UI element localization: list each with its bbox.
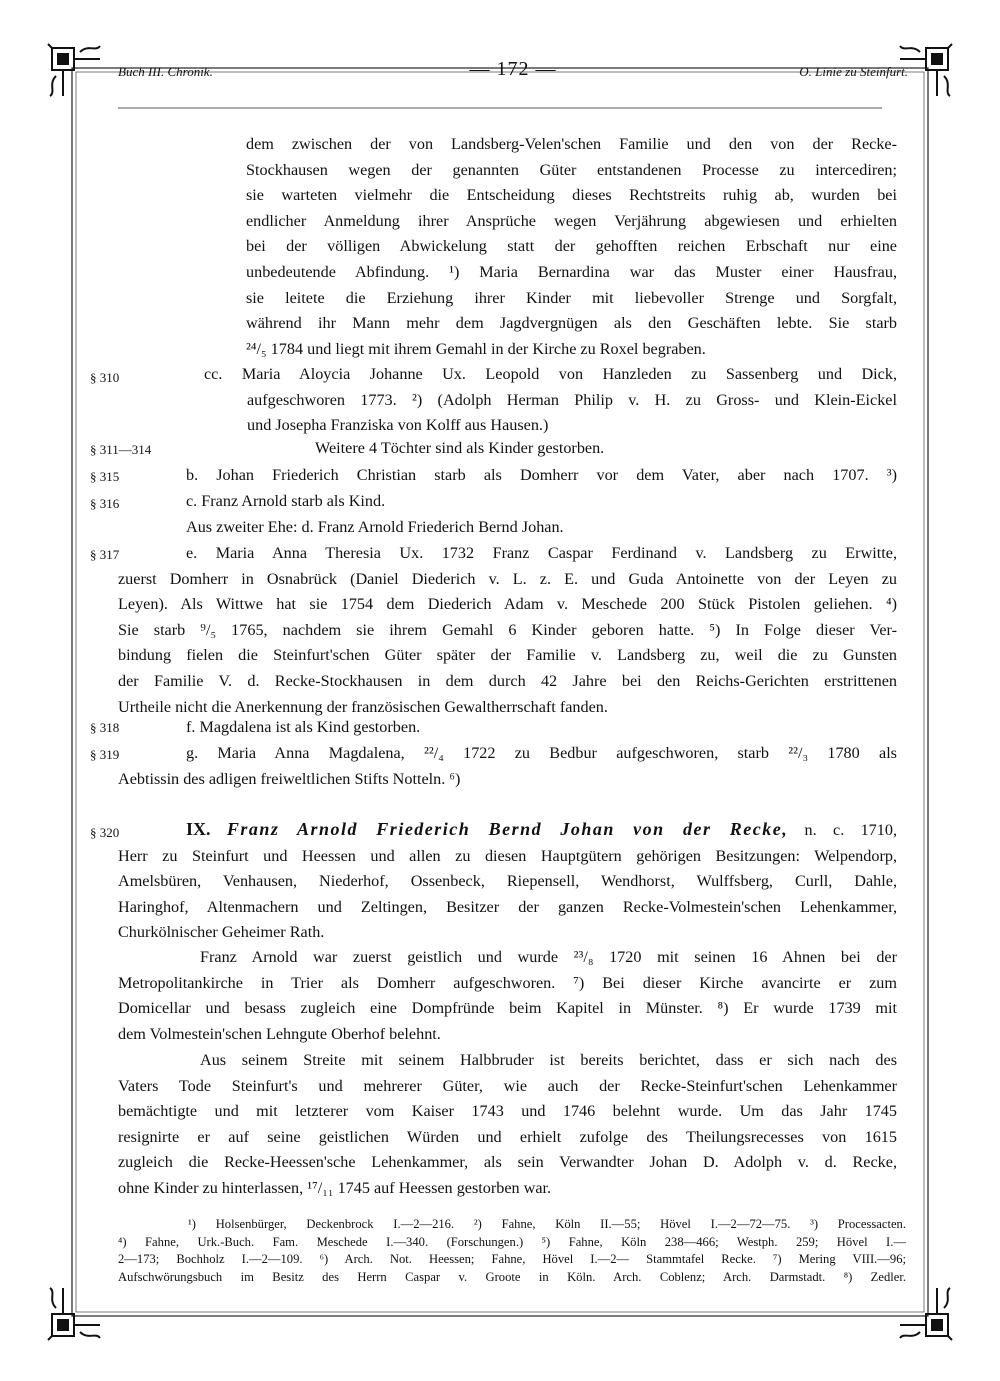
text-line: bei der völligen Abwickelung statt der gehofften reichen Erbschaft nur eine xyxy=(246,237,897,256)
text-line: Herr zu Steinfurt und Heessen und allen zu diesen Hauptgütern gehörigen Besitzungen: Welpendorp, xyxy=(118,846,897,865)
entry-s317 xyxy=(118,541,897,720)
text-line: der Familie V. d. Recke-Stockhausen in dem durch 42 Jahre bei den Reichs-Gerichten erstrittenen xyxy=(118,671,897,690)
text-line: Amelsbüren, Venhausen, Niederhof, Ossenbeck, Riepensell, Wendhorst, Wulffsberg, Curll, Dahle, xyxy=(118,872,897,891)
corner-ornament-bottom-left-icon xyxy=(44,1284,104,1344)
text-line: dem Volmestein'schen Lehngute Oberhof belehnt. xyxy=(118,1024,441,1043)
person-name: Franz Arnold Friederich Bernd Johan von der Recke, xyxy=(226,819,789,839)
text-line: sie warteten vielmehr die Entscheidung dieses Rechtstreits ruhig ab, wurden bei xyxy=(246,186,897,205)
text-line: g. Maria Anna Magdalena, ²²/₄ 1722 zu Bedbur aufgeschworen, starb ²²/₃ 1780 als xyxy=(186,744,897,762)
margin-ref: § 317 xyxy=(90,547,120,562)
text-line: Urtheile nicht die Anerkennung der französischen Gewaltherrschaft fanden. xyxy=(118,697,608,716)
text-line: dem zwischen der von Landsberg-Velen'schen Familie und den von der Recke- xyxy=(246,135,897,153)
entry-s311 xyxy=(315,436,897,462)
header-right: O. Linie zu Steinfurt. xyxy=(799,64,908,79)
text-line: Stockhausen wegen der genannten Güter entstandenen Processe zu intercediren; xyxy=(246,160,897,179)
text-line: c. Franz Arnold starb als Kind. xyxy=(186,492,386,510)
text-line: cc. Maria Aloycia Johanne Ux. Leopold von Hanzleden zu Sassenberg und Dick, xyxy=(204,365,897,383)
text-line: Haringhof, Altenmachern und Zeltingen, Besitzer der ganzen Recke-Volmestein'schen Lehenkammer, xyxy=(118,897,897,916)
corner-ornament-top-left-icon xyxy=(44,40,104,100)
text-line xyxy=(118,817,897,844)
footnote-line: ¹) Holsenbürger, Deckenbrock I.—2—216. ²) Fahne, Köln II.—55; Hövel I.—2—72—75. ³) Processacten. xyxy=(188,1217,906,1231)
text-line: bindung fielen die Steinfurt'schen Güter später der Familie v. Landsberg zu, weil die zu Gunsten xyxy=(118,646,897,665)
entry-cc xyxy=(204,362,897,439)
footnote-line: 2—173; Bochholz I.—2—109. ⁶) Arch. Not. Heessen; Fahne, Hövel I.—2— Stammtafel Recke. ⁷) Mering VIII.—96; xyxy=(118,1252,906,1266)
text-line: Franz Arnold war zuerst geistlich und wurde ²³/₈ 1720 mit seinen 16 Ahnen bei der xyxy=(200,948,897,966)
running-header xyxy=(118,58,908,88)
text-line: während ihr Mann mehr dem Jagdvergnügen als den Geschäften lebte. Sie starb xyxy=(246,314,897,333)
entry-s316 xyxy=(186,489,897,515)
entry-s320 xyxy=(118,817,897,946)
text-line: Aebtissin des adligen freiweltlichen Stifts Notteln. ⁶) xyxy=(118,769,461,788)
footnote-line: ⁴) Fahne, Urk.-Buch. Fam. Meschede I.—340. (Forschungen.) ⁵) Fahne, Köln 238—466; Westph. 259; Hövel I.— xyxy=(118,1234,906,1249)
text-line: resignirte er auf seine geistlichen Würden und erhielt zufolge des Theilungsrecesses von 1615 xyxy=(118,1127,897,1146)
text-line: b. Johan Friederich Christian starb als Domherr vor dem Vater, aber nach 1707. ³) xyxy=(186,466,897,484)
text-line: endlicher Anmeldung ihrer Ansprüche wegen Verjährung abgewiesen und erhielten xyxy=(246,211,897,230)
text-line: zuerst Domherr in Osnabrück (Daniel Diederich v. L. z. E. und Guda Antoinette von der Leyen zu xyxy=(118,569,897,588)
margin-ref: § 319 xyxy=(90,747,120,762)
text-line: f. Magdalena ist als Kind gestorben. xyxy=(186,718,421,736)
text-line: ohne Kinder zu hinterlassen, ¹⁷/₁₁ 1745 auf Heessen gestorben war. xyxy=(118,1178,552,1197)
margin-ref: § 315 xyxy=(90,469,120,484)
text-line: Domicellar und besass zugleich eine Dompfründe beim Kapitel in Münster. ⁸) Er wurde 1739 mit xyxy=(118,999,897,1018)
text-line: e. Maria Anna Theresia Ux. 1732 Franz Caspar Ferdinand v. Landsberg zu Erwitte, xyxy=(186,544,897,562)
footnote-line: Aufschwörungsbuch im Besitz des Herrn Caspar v. Groote in Köln. Arch. Coblenz; Arch. Darmstadt. ⁸) Zedler. xyxy=(118,1269,906,1284)
birth-note: n. c. 1710, xyxy=(788,821,898,839)
text-line: Churkölnischer Geheimer Rath. xyxy=(118,923,325,942)
text-line: Sie starb ⁹/₅ 1765, nachdem sie ihrem Gemahl 6 Kinder geboren hatte. ⁵) In Folge dieser Ver- xyxy=(118,620,897,639)
text-line: Aus seinem Streite mit seinem Halbbruder ist bereits berichtet, dass er sich nach des xyxy=(200,1051,897,1069)
margin-ref: § 318 xyxy=(90,720,120,735)
margin-ref: § 311—314 xyxy=(90,442,152,457)
text-line: ²⁴/₅ 1784 und liegt mit ihrem Gemahl in der Kirche zu Roxel begraben. xyxy=(246,339,706,358)
page-number: — 172 — xyxy=(469,58,557,80)
text-line: Vaters Tode Steinfurt's und mehrerer Güter, wie auch der Recke-Steinfurt'schen Lehenkammer xyxy=(118,1076,897,1095)
entry-s319 xyxy=(118,741,897,792)
header-left: Buch III. Chronik. xyxy=(118,64,213,79)
text-line: Weitere 4 Töchter sind als Kinder gestorben. xyxy=(315,439,605,457)
text-line: Aus zweiter Ehe: d. Franz Arnold Friederich Bernd Johan. xyxy=(186,518,564,536)
generation-numeral: IX. xyxy=(186,819,211,839)
paragraph-2 xyxy=(118,945,897,1047)
text-line: aufgeschworen 1773. ²) (Adolph Herman Philip v. H. zu Gross- und Klein-Eickel xyxy=(247,390,897,409)
text-line: bemächtigte und mit letzterer vom Kaiser 1743 und 1746 belehnt wurde. Um das Jahr 1745 xyxy=(118,1102,897,1121)
text-line: und Josepha Franziska von Kolff aus Hausen.) xyxy=(247,416,549,435)
margin-ref: § 316 xyxy=(90,496,120,511)
text-line: sie leitete die Erziehung ihrer Kinder mit liebevoller Strenge und Sorgfalt, xyxy=(246,288,897,307)
paragraph-3 xyxy=(118,1048,897,1202)
entry-zweite-ehe xyxy=(186,515,897,541)
text-line: zugleich die Recke-Heessen'sche Lehenkammer, als sein Verwandter Johan D. Adolph v. d. Recke, xyxy=(118,1153,897,1172)
margin-ref: § 310 xyxy=(90,370,120,385)
margin-ref: § 320 xyxy=(90,825,120,840)
corner-ornament-bottom-right-icon xyxy=(896,1284,956,1344)
text-line: Metropolitankirche in Trier als Domherr aufgeschworen. ⁷) Bei dieser Kirche avancirte er zum xyxy=(118,973,897,992)
text-line: Leyen). Als Wittwe hat sie 1754 dem Diederich Adam v. Meschede 200 Stück Pistolen geliehen. ⁴) xyxy=(118,595,897,614)
text-line: unbedeutende Abfindung. ¹) Maria Bernardina war das Muster einer Hausfrau, xyxy=(246,262,897,281)
entry-s315 xyxy=(186,463,897,489)
entry-s318 xyxy=(186,715,897,741)
paragraph-block1 xyxy=(246,132,897,362)
footnotes xyxy=(118,1216,906,1286)
